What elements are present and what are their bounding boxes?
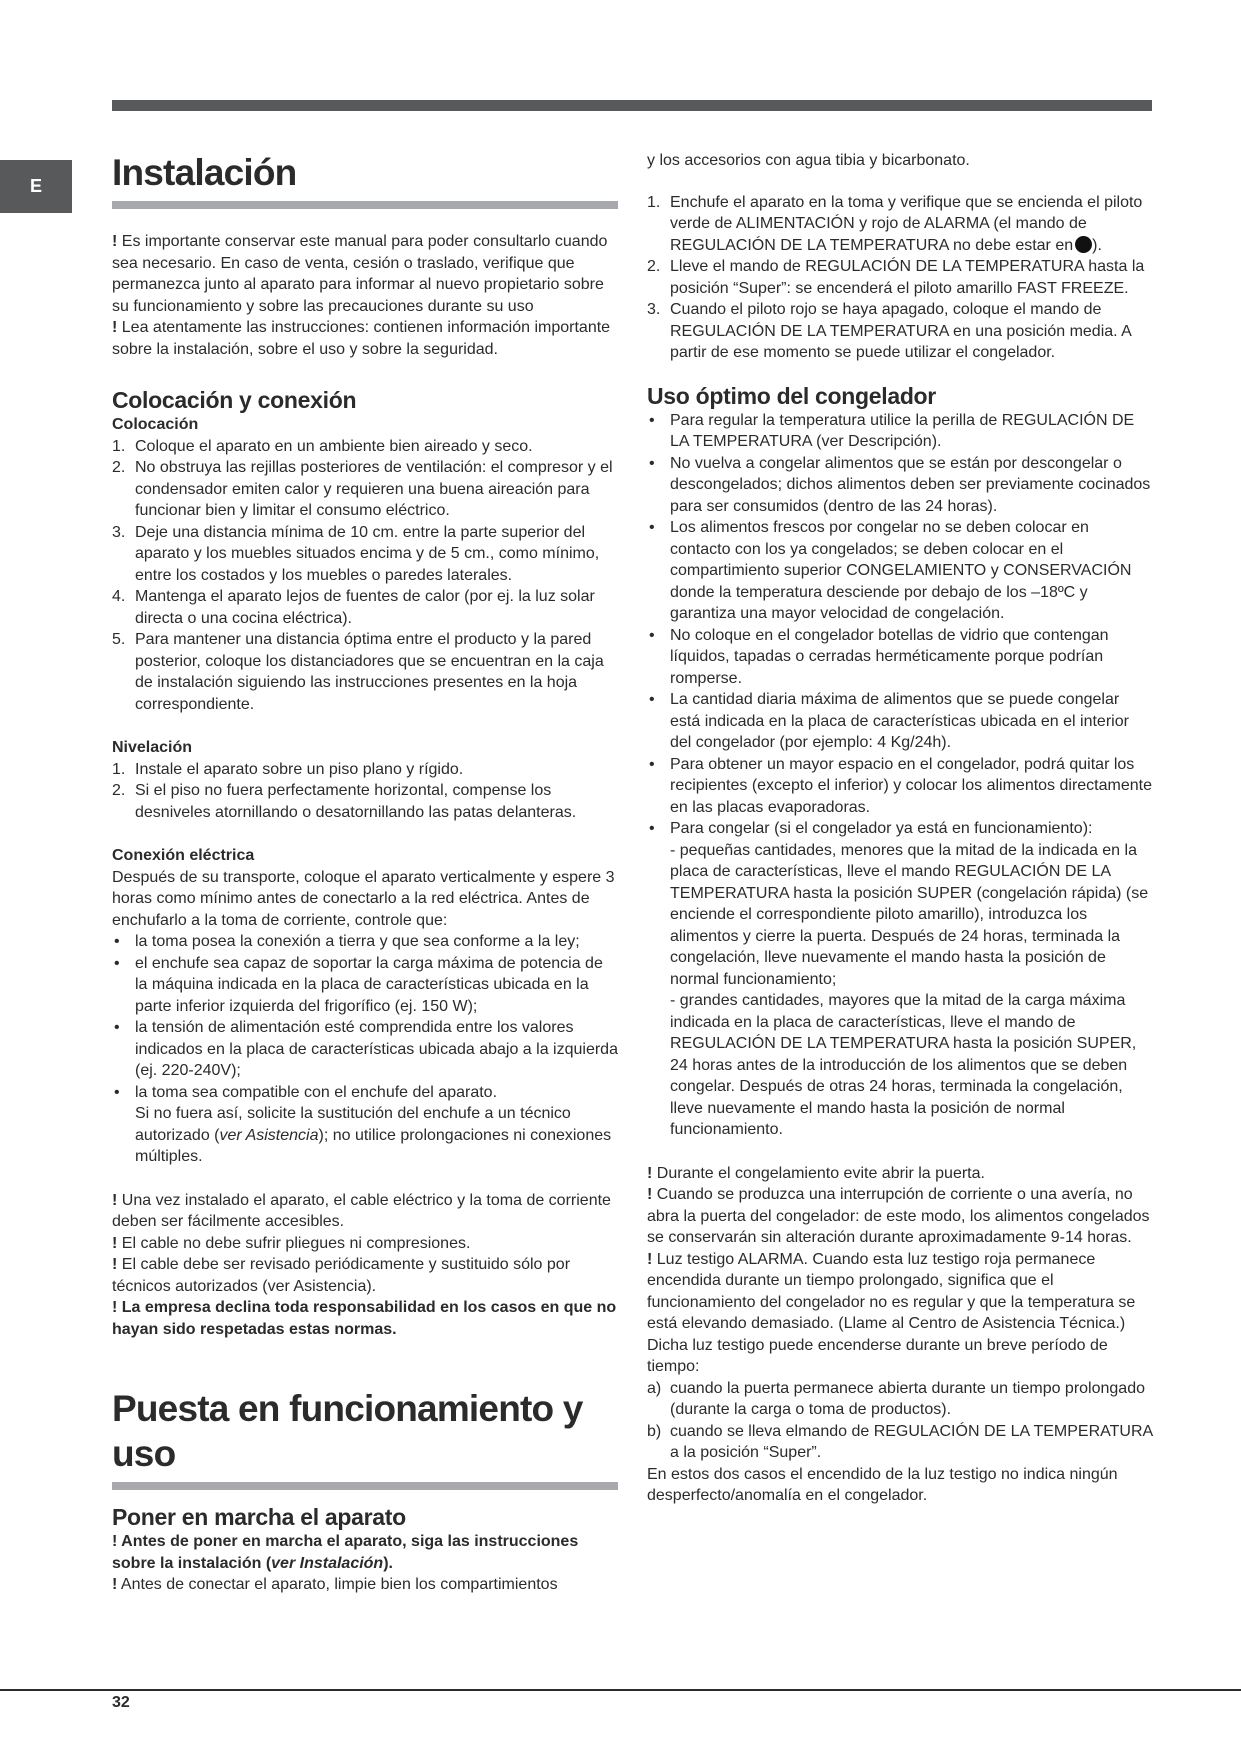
warning-liability: ! La empresa declina toda responsabilidad en los casos en que no hayan sido respetadas estas normas. bbox=[112, 1299, 617, 1338]
list-item: 1. Coloque el aparato en un ambiente bien aireado y seco. bbox=[112, 437, 533, 455]
alarm-outro: En estos dos casos el encendido de la luz testigo no indica ningún desperfecto/anomalía en el congelador. bbox=[647, 1465, 1118, 1504]
list-item: 4. Mantenga el aparato lejos de fuentes de calor (por ej. la luz solar directa o una cocina eléctrica). bbox=[112, 588, 595, 627]
list-item: • No coloque en el congelador botellas de vidrio que contengan líquidos, tapadas o cerradas herméticamente porque podrían romperse. bbox=[649, 626, 1109, 687]
heading-start-appliance: Poner en marcha el aparato bbox=[112, 1504, 406, 1530]
left-column bbox=[112, 150, 618, 1596]
section-title-startup: Puesta en funcionamiento y uso bbox=[112, 1388, 583, 1474]
list-item: • Los alimentos frescos por congelar no se deben colocar en contacto con los ya congelados; se deben colocar en el compartimiento superior CONGELAMIENTO y CONSERVACIÓN donde la temperatura desciende por debajo de los –18ºC y garantiza una mayor velocidad de congelación. bbox=[649, 519, 1132, 622]
start-clean-note-continued: y los accesorios con agua tibia y bicarbonato. bbox=[647, 152, 970, 169]
list-item: • la toma posea la conexión a tierra y que sea conforme a la ley; bbox=[114, 933, 580, 950]
list-item: • La cantidad diaria máxima de alimentos que se puede congelar está indicada en la placa de características ubicada en el interior del congelador (por ejemplo: 4 Kg/24h). bbox=[649, 691, 1129, 751]
list-item: 2. No obstruya las rejillas posteriores de ventilación: el compresor y el condensador emiten calor y requieren una buena aireación para funcionar bien y limitar el consumo eléctrico. bbox=[112, 459, 613, 519]
warning-cable-check: ! El cable debe ser revisado periódicamente y sustituido sólo por técnicos autorizados (ver Asistencia). bbox=[112, 1256, 571, 1295]
filled-circle-icon bbox=[1075, 236, 1092, 253]
bottom-rule bbox=[0, 1689, 1241, 1691]
note-door: ! Durante el congelamiento evite abrir la puerta. bbox=[647, 1164, 985, 1182]
list-item: • Para obtener un mayor espacio en el congelador, podrá quitar los recipientes (excepto el inferior) y colocar los alimentos directamente en las placas evaporadoras. bbox=[649, 755, 1152, 816]
alarm-intro: Dicha luz testigo puede encenderse durante un breve período de tiempo: bbox=[647, 1336, 1108, 1375]
heading-optimal-use: Uso óptimo del congelador bbox=[647, 382, 936, 409]
note-alarm-light: ! Luz testigo ALARMA. Cuando esta luz testigo roja permanece encendida durante un tiempo prolongado, significa que el funcionamiento del congelador no es regular y que la temperatura se está elevando demasiado. (Llame al Centro de Asistencia Técnica.) bbox=[647, 1250, 1136, 1332]
start-instructions: ! Antes de poner en marcha el aparato, siga las instrucciones sobre la instalación (ver Instalación). bbox=[112, 1533, 579, 1572]
list-item: 1. Instale el aparato sobre un piso plano y rígido. bbox=[112, 760, 464, 778]
list-item: 2. Si el piso no fuera perfectamente horizontal, compense los desniveles atornillando o desatornillando las patas delanteras. bbox=[112, 782, 577, 821]
list-item: • Para regular la temperatura utilice la perilla de REGULACIÓN DE LA TEMPERATURA (ver Descripción). bbox=[649, 411, 1135, 450]
list-item: 3. Cuando el piloto rojo se haya apagado, coloque el mando de REGULACIÓN DE LA TEMPERATURA en una posición media. A partir de ese momento se puede utilizar el congelador. bbox=[647, 301, 1131, 361]
note-power-outage: ! Cuando se produzca una interrupción de corriente o una avería, no abra la puerta del congelador: de este modo, los alimentos congelados se conservarán sin alteración durante aproximadamente 9-14 horas. bbox=[647, 1186, 1150, 1246]
list-item: b) cuando se lleva elmando de REGULACIÓN DE LA TEMPERATURA a la posición “Super”. bbox=[647, 1422, 1153, 1461]
electrical-extra: Si no fuera así, solicite la sustitución del enchufe a un técnico autorizado (ver Asistencia); no utilice prolongaciones ni conexiones múltiples. bbox=[135, 1105, 612, 1165]
list-item: 1. Enchufe el aparato en la toma y verifique que se encienda el piloto verde de ALIMENTACIÓN y rojo de ALARMA (el mando de REGULACIÓN DE LA TEMPERATURA no debe estar en ). bbox=[647, 193, 1143, 254]
freeze-large-quantities: - grandes cantidades, mayores que la mitad de la carga máxima indicada en la placa de características, lleve el mando de REGULACIÓN DE LA TEMPERATURA hasta la posición SUPER, 24 horas antes de la introducción de los alimentos que se deben congelar. Después de otras 24 horas, terminada la congelación, lleve nuevamente el mando hasta la posición de normal funcionamiento. bbox=[670, 992, 1137, 1138]
right-column bbox=[647, 150, 1153, 1507]
electrical-intro: Después de su transporte, coloque el aparato verticalmente y espere 3 horas como mínimo antes de conectarlo a la red eléctrica. Antes de enchufarlo a la toma de corriente, controle que: bbox=[112, 868, 615, 929]
section-title-installation: Instalación bbox=[112, 152, 297, 193]
warning-cable-access: ! Una vez instalado el aparato, el cable eléctrico y la toma de corriente deben ser fácilmente accesibles. bbox=[112, 1191, 611, 1230]
alarm-cases-list bbox=[647, 1378, 1153, 1464]
intro-paragraph-1: ! Es importante conservar este manual para poder consultarlo cuando sea necesario. En caso de venta, cesión o traslado, verifique que permanezca junto al aparato para informar al nuevo propietario sobre su funcionamiento y sobre las precauciones durante su uso bbox=[112, 233, 608, 315]
list-item: 2. Lleve el mando de REGULACIÓN DE LA TEMPERATURA hasta la posición “Super”: se encenderá el piloto amarillo FAST FREEZE. bbox=[647, 258, 1145, 297]
list-item: • No vuelva a congelar alimentos que se están por descongelar o descongelados; dichos alimentos deben ser previamente cocinados para ser consumidos (dentro de las 24 horas). bbox=[649, 454, 1151, 515]
start-clean-note: ! Antes de conectar el aparato, limpie bien los compartimientos bbox=[112, 1576, 558, 1593]
subheading-electrical: Conexión eléctrica bbox=[112, 847, 255, 864]
list-item: • el enchufe sea capaz de soportar la carga máxima de potencia de la máquina indicada en la placa de características ubicada en la parte inferior izquierda del frigorífico (ej. 150 W); bbox=[114, 954, 603, 1015]
title-underline bbox=[112, 1482, 618, 1490]
list-item: • Para congelar (si el congelador ya está en funcionamiento): - pequeñas cantidades, menores que la mitad de la indicada en la placa de características, lleve el mando REGULACIÓN DE LA TEMPERATURA hasta la posición SUPER (congelación rápida) (se enciende el correspondiente piloto amarillo), introduzca los alimentos y cierre la puerta. Después de 24 horas, terminada la congelación, lleve nuevamente el mando hasta la posición de normal funcionamiento; - grandes cantidades, mayores que la mitad de la carga máxima indicada en la placa de características, lleve el mando de REGULACIÓN DE LA TEMPERATURA hasta la posición SUPER, 24 horas antes de la introducción de los alimentos que se deben congelar. Después de otras 24 horas, terminada la congelación, lleve nuevamente el mando hasta la posición de normal funcionamiento. bbox=[647, 818, 1153, 1141]
list-item: 3. Deje una distancia mínima de 10 cm. entre la parte superior del aparato y los muebles situados encima y de 5 cm., como mínimo, entre los costados y los muebles o paredes laterales. bbox=[112, 523, 600, 584]
optimal-use-list bbox=[647, 410, 1153, 1141]
list-item: 5. Para mantener una distancia óptima entre el producto y la pared posterior, coloque los distanciadores que se encuentran en la caja de instalación siguiendo las instrucciones presentes en la hoja correspondiente. bbox=[112, 631, 604, 713]
electrical-list bbox=[112, 931, 618, 1168]
warning-cable-folds: ! El cable no debe sufrir pliegues ni compresiones. bbox=[112, 1234, 471, 1252]
subheading-leveling: Nivelación bbox=[112, 739, 193, 756]
top-rule bbox=[112, 100, 1152, 111]
list-item: a) cuando la puerta permanece abierta durante un tiempo prolongado (durante la carga o toma de productos). bbox=[647, 1379, 1145, 1418]
freeze-small-quantities: - pequeñas cantidades, menores que la mitad de la indicada en la placa de características, lleve el mando REGULACIÓN DE LA TEMPERATURA hasta la posición SUPER (congelación rápida) (se enciende el correspondiente piloto amarillo), introduzca los alimentos y cierre la puerta. Después de 24 horas, terminada la congelación, lleve nuevamente el mando hasta la posición de normal funcionamiento; bbox=[670, 841, 1149, 988]
intro-paragraph-2: ! Lea atentamente las instrucciones: contienen información importante sobre la instalación, sobre el uso y sobre la seguridad. bbox=[112, 319, 611, 358]
list-item: • la toma sea compatible con el enchufe del aparato. Si no fuera así, solicite la sustitución del enchufe a un técnico autorizado (ver Asistencia); no utilice prolongaciones ni conexiones múltiples. bbox=[112, 1082, 618, 1168]
title-underline bbox=[112, 201, 618, 209]
page-number: 32 bbox=[112, 1694, 130, 1711]
list-item: • la tensión de alimentación esté comprendida entre los valores indicados en la placa de características ubicada abajo a la izquierda (ej. 220-240V); bbox=[114, 1019, 618, 1079]
leveling-list bbox=[112, 759, 618, 824]
subheading-placement: Colocación bbox=[112, 416, 199, 433]
start-steps-list bbox=[647, 192, 1153, 364]
language-tab: E bbox=[0, 160, 72, 213]
heading-placement-connection: Colocación y conexión bbox=[112, 387, 357, 413]
placement-list bbox=[112, 436, 618, 716]
